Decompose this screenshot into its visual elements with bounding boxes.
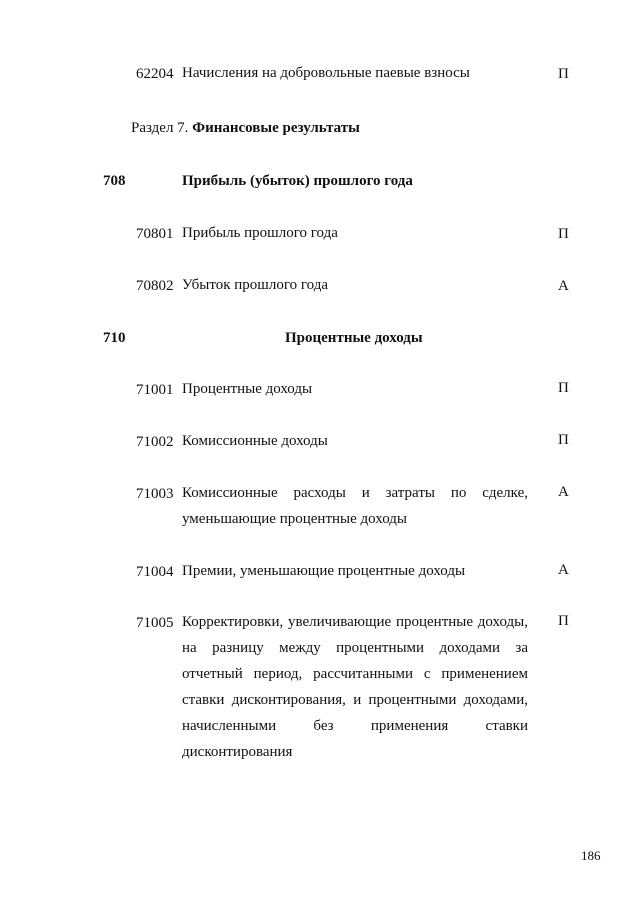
section-title: Финансовые результаты <box>192 120 360 136</box>
account-type: П <box>558 226 569 242</box>
account-type: П <box>558 613 569 629</box>
account-description: Комиссионные доходы <box>182 433 328 449</box>
group-title: Прибыль (убыток) прошлого года <box>182 173 413 189</box>
account-description: Прибыль прошлого года <box>182 225 338 241</box>
account-description: Премии, уменьшающие процентные доходы <box>182 563 466 579</box>
group-code: 710 <box>103 330 126 346</box>
section-heading <box>131 120 360 137</box>
account-code: 62204 <box>136 66 174 82</box>
section-prefix: Раздел 7. <box>131 120 189 136</box>
account-description: Корректировки, увеличивающие процентные доходы, на разницу между процентными доходами за отчетный период, рассчитанными с применением ставки дисконтирования, и процентными доходами, начисленными без применения ставки дисконтирования <box>182 614 528 760</box>
account-code: 71004 <box>136 564 174 580</box>
account-code: 71003 <box>136 486 174 502</box>
account-code: 70802 <box>136 278 174 294</box>
account-code: 71005 <box>136 615 174 631</box>
account-type: П <box>558 66 569 82</box>
group-title: Процентные доходы <box>285 330 423 346</box>
account-description: Процентные доходы <box>182 381 313 397</box>
account-code: 71002 <box>136 434 174 450</box>
account-type: П <box>558 380 569 396</box>
account-type: А <box>558 562 569 578</box>
account-type: А <box>558 484 569 500</box>
account-code: 70801 <box>136 226 174 242</box>
account-type: П <box>558 432 569 448</box>
group-code: 708 <box>103 173 126 189</box>
account-type: А <box>558 278 569 294</box>
account-code: 71001 <box>136 382 174 398</box>
account-description: Начисления на добровольные паевые взносы <box>182 65 470 81</box>
account-description: Убыток прошлого года <box>182 277 329 293</box>
page-number: 186 <box>581 848 601 863</box>
account-description: Комиссионные расходы и затраты по сделке, уменьшающие процентные доходы <box>182 485 528 527</box>
